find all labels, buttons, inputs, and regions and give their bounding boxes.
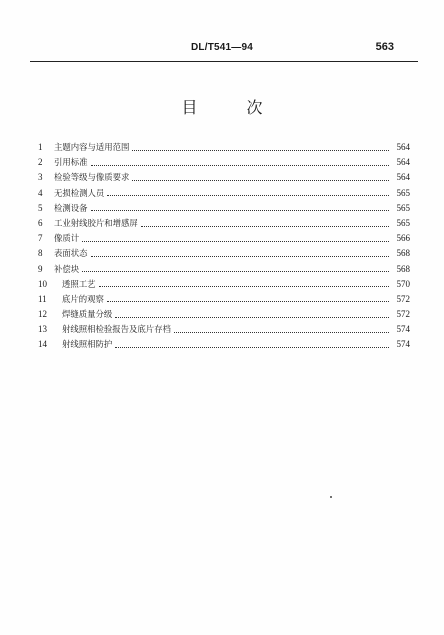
toc-leader-dots: [132, 149, 389, 151]
toc-entry-number: 4: [38, 187, 43, 198]
toc-leader-dots: [82, 240, 389, 242]
toc-entry[interactable]: [38, 277, 410, 292]
toc-leader-dots: [91, 255, 390, 257]
toc-entry-page: 568: [396, 263, 410, 274]
toc-entry-number: 7: [38, 233, 43, 244]
toc-entry[interactable]: [38, 337, 410, 352]
toc-leader-dots: [82, 270, 389, 272]
header-divider: [30, 61, 418, 62]
toc-entry-number: 9: [38, 263, 43, 274]
toc-entry-page: 565: [396, 202, 410, 213]
toc-entry[interactable]: [38, 322, 410, 337]
toc-entry-title: 补偿块: [54, 263, 80, 274]
toc-entry-page: 564: [396, 142, 410, 152]
toc-entry-title: 检验等级与像质要求: [54, 172, 130, 183]
toc-leader-dots: [99, 285, 390, 287]
toc-entry-page: 565: [396, 187, 410, 198]
toc-entry[interactable]: [38, 201, 410, 216]
toc-entry-page: 566: [396, 233, 410, 244]
toc-entry[interactable]: [38, 186, 410, 201]
toc-entry[interactable]: [38, 307, 410, 322]
toc-entry-number: 6: [38, 217, 43, 228]
toc-entry-number: 10: [38, 278, 47, 289]
page-title: 目 次: [181, 98, 285, 117]
toc-entry[interactable]: [38, 231, 410, 246]
toc-entry[interactable]: [38, 140, 410, 155]
toc-entry[interactable]: [38, 170, 410, 185]
toc-entry-page: 574: [396, 339, 410, 350]
toc-entry-title: 射线照相防护: [62, 339, 113, 350]
toc-entry-number: 1: [38, 142, 43, 152]
toc-entry-number: 13: [38, 324, 47, 335]
toc-entry-number: 3: [38, 172, 43, 183]
toc-entry[interactable]: [38, 216, 410, 231]
toc-entry-page: 568: [396, 248, 410, 259]
toc-entry-title: 引用标准: [54, 157, 88, 168]
toc-leader-dots: [107, 300, 389, 302]
toc-leader-dots: [91, 209, 390, 211]
toc-entry-page: 564: [396, 172, 410, 183]
toc-entry-title: 透照工艺: [62, 278, 96, 289]
toc-entry[interactable]: [38, 262, 410, 277]
toc-entry-title: 像质计: [54, 233, 80, 244]
toc-entry-title: 表面状态: [54, 248, 88, 259]
scan-speck: [330, 496, 332, 498]
table-of-contents: [38, 140, 410, 353]
toc-entry-number: 5: [38, 202, 43, 213]
toc-entry-page: 565: [396, 217, 410, 228]
page-number: 563: [375, 41, 394, 53]
toc-leader-dots: [107, 194, 389, 196]
page-header: [0, 40, 444, 60]
toc-leader-dots: [115, 316, 389, 318]
toc-leader-dots: [91, 164, 390, 166]
toc-entry-title: 主题内容与适用范围: [54, 142, 130, 152]
toc-entry-number: 11: [38, 293, 47, 304]
toc-entry-number: 12: [38, 309, 47, 320]
toc-entry-number: 2: [38, 157, 43, 168]
toc-entry-page: 572: [396, 293, 410, 304]
toc-entry-page: 564: [396, 157, 410, 168]
toc-entry-number: 8: [38, 248, 43, 259]
toc-leader-dots: [132, 179, 389, 181]
toc-entry-title: 焊缝质量分级: [62, 309, 113, 320]
toc-entry[interactable]: [38, 155, 410, 170]
toc-entry-title: 底片的观察: [62, 293, 104, 304]
toc-entry-page: 574: [396, 324, 410, 335]
toc-entry-title: 工业射线胶片和增感屏: [54, 217, 138, 228]
toc-entry-title: 无损检测人员: [54, 187, 105, 198]
toc-leader-dots: [115, 346, 389, 348]
toc-leader-dots: [141, 225, 389, 227]
toc-entry[interactable]: [38, 246, 410, 261]
toc-entry-page: 570: [396, 278, 410, 289]
toc-leader-dots: [174, 331, 389, 333]
standard-code: DL/T541—94: [190, 42, 254, 53]
toc-entry-title: 检测设备: [54, 202, 88, 213]
toc-entry-page: 572: [396, 309, 410, 320]
toc-entry-number: 14: [38, 339, 47, 350]
toc-entry-title: 射线照相检验报告及底片存档: [62, 324, 171, 335]
toc-entry[interactable]: [38, 292, 410, 307]
